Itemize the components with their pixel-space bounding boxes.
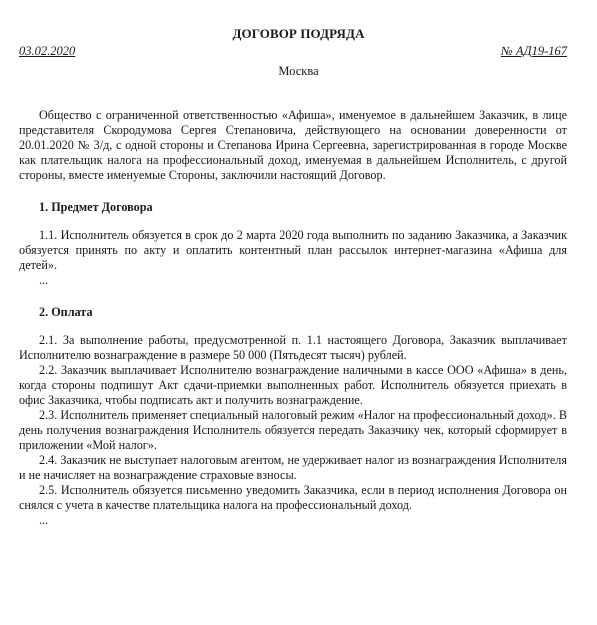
section-heading-payment: 2. Оплата xyxy=(39,305,93,319)
clause-2-5: 2.5. Исполнитель обязуется письменно уведомить Заказчика, если в период исполнения Договора он снялся с учета в качестве плательщика налога на профессиональный доход. xyxy=(19,483,567,512)
contract-body xyxy=(19,108,567,528)
clause-2-3: 2.3. Исполнитель применяет специальный налоговый режим «Налог на профессиональный доход». В день получения вознаграждения Исполнитель обязуется передать Заказчику чек, который сформирует в приложении «Мой налог». xyxy=(19,408,567,452)
contract-city: Москва xyxy=(278,64,319,78)
ellipsis: ... xyxy=(39,273,49,287)
ellipsis: ... xyxy=(39,513,49,527)
clause-2-1: 2.1. За выполнение работы, предусмотренной п. 1.1 настоящего Договора, Заказчик выплачивает Исполнителю вознаграждение в размере 50 000 (Пятьдесят тысяч) рублей. xyxy=(19,333,567,362)
document-title: ДОГОВОР ПОДРЯДА xyxy=(232,26,365,41)
contract-date: 03.02.2020 xyxy=(19,44,76,58)
section-heading-subject: 1. Предмет Договора xyxy=(39,200,153,214)
contract-number: № АД19-167 xyxy=(500,44,567,58)
intro-paragraph: Общество с ограниченной ответственностью «Афиша», именуемое в дальнейшем Заказчик, в лице представителя Скородумова Сергея Степановича, действующего на основании доверенности от 20.01.2020 № 3/д, с одной стороны и Степанова Ирина Сергеевна, зарегистрированная в городе Москве как плательщик налога на профессиональный доход, именуемая в дальнейшем Исполнитель, с другой стороны, вместе именуемые Стороны, заключили настоящий Договор. xyxy=(19,108,567,182)
clause-2-4: 2.4. Заказчик не выступает налоговым агентом, не удерживает налог из вознаграждения Исполнителя и не начисляет на вознаграждение страховые взносы. xyxy=(19,453,567,482)
clause-1-1: 1.1. Исполнитель обязуется в срок до 2 марта 2020 года выполнить по заданию Заказчика, а Заказчик обязуется принять по акту и оплатить контентный план рассылок интернет-магазина «Афиша для детей». xyxy=(19,228,567,272)
clause-2-2: 2.2. Заказчик выплачивает Исполнителю вознаграждение наличными в кассе ООО «Афиша» в день, когда стороны подпишут Акт сдачи-приемки выполненных работ. Исполнитель обязуется приехать в офис Заказчика, чтобы подписать акт и получить вознаграждение. xyxy=(19,363,567,407)
